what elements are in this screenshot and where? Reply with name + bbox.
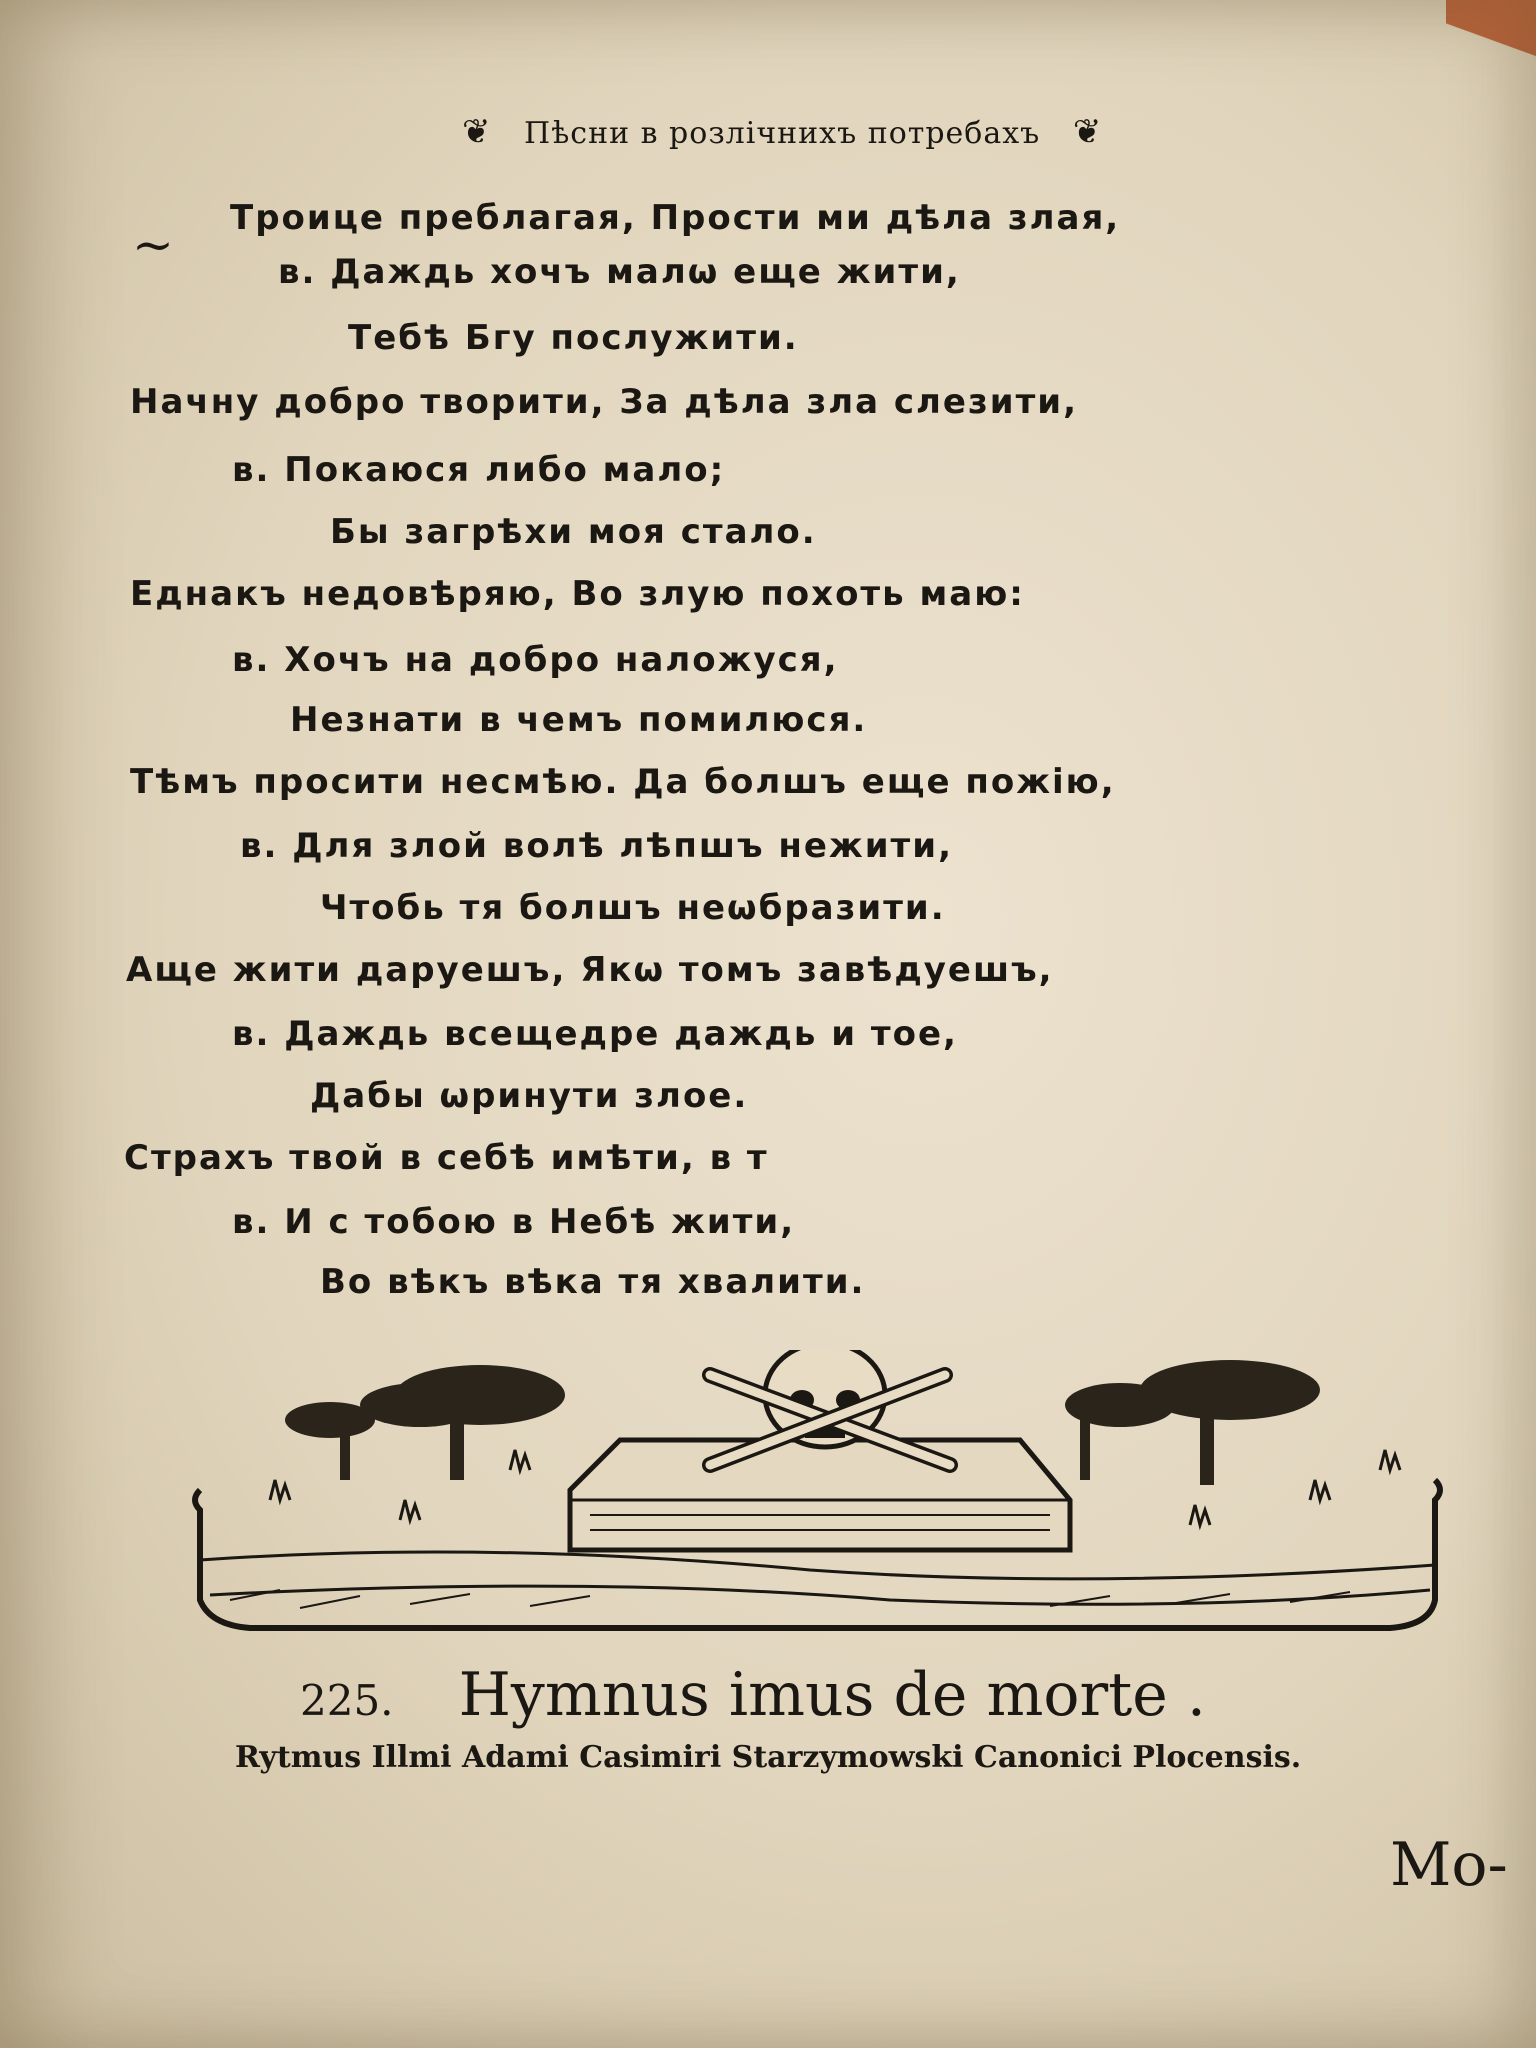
verse-line-1: Троице преблагая, Прости ми дѣла злая,: [230, 198, 1121, 238]
hymn-title: Hymnus imus de morte .: [458, 1660, 1206, 1730]
hymn-number: 225.: [300, 1676, 394, 1725]
woodcut-illustration: [190, 1350, 1450, 1640]
verse-line-18: Во вѣкъ вѣка тя хвалити.: [320, 1262, 866, 1302]
verse-line-5: в. Покаюся либо мало;: [232, 450, 726, 490]
verse-line-9: Незнати в чемъ помилюся.: [290, 700, 868, 740]
verse-line-16: Страхъ твой в себѣ имѣти, в т: [124, 1138, 769, 1178]
verse-line-3: Тебѣ Бгу послужити.: [348, 318, 799, 358]
verse-line-13: Аще жити даруешъ, Якω томъ завѣдуешъ,: [126, 950, 1054, 990]
byline: Rytmus Illmi Adami Casimiri Starzymowski Canonici Plocensis.: [235, 1740, 1302, 1775]
hymn-title-line: [300, 1660, 1300, 1740]
verse-line-2: в. Даждь хочъ малω еще жити,: [278, 252, 961, 292]
background-corner: [1446, 0, 1536, 60]
verse-line-17: в. И с тобою в Небѣ жити,: [232, 1202, 796, 1242]
ornament-left-icon: ❦: [462, 112, 492, 152]
verse-line-12: Чтобь тя болшъ неωбразити.: [320, 888, 946, 928]
heading-text: Пѣсни в розлічнихъ потребахъ: [524, 116, 1041, 151]
flourish-icon: ~: [132, 216, 174, 274]
verse-line-8: в. Хочъ на добро наложуся,: [232, 640, 839, 680]
verse-line-6: Бы загрѣхи моя стало.: [330, 512, 817, 552]
ornament-right-icon: ❦: [1072, 112, 1103, 152]
verse-line-15: Дабы ωринути злое.: [310, 1076, 749, 1116]
verse-line-11: в. Для злой волѣ лѣпшъ нежити,: [240, 826, 953, 866]
verse-line-14: в. Даждь всещедре даждь и тое,: [232, 1014, 958, 1054]
verse-line-10: Тѣмъ просити несмѣю. Да болшъ еще пожію,: [130, 762, 1116, 802]
verse-line-7: Еднакъ недовѣряю, Во злую похоть маю:: [130, 574, 1025, 614]
catchword: Mo-: [1390, 1830, 1508, 1900]
verse-line-4: Начну добро творити, За дѣла зла слезити,: [130, 382, 1079, 422]
page-heading: [462, 112, 1242, 172]
